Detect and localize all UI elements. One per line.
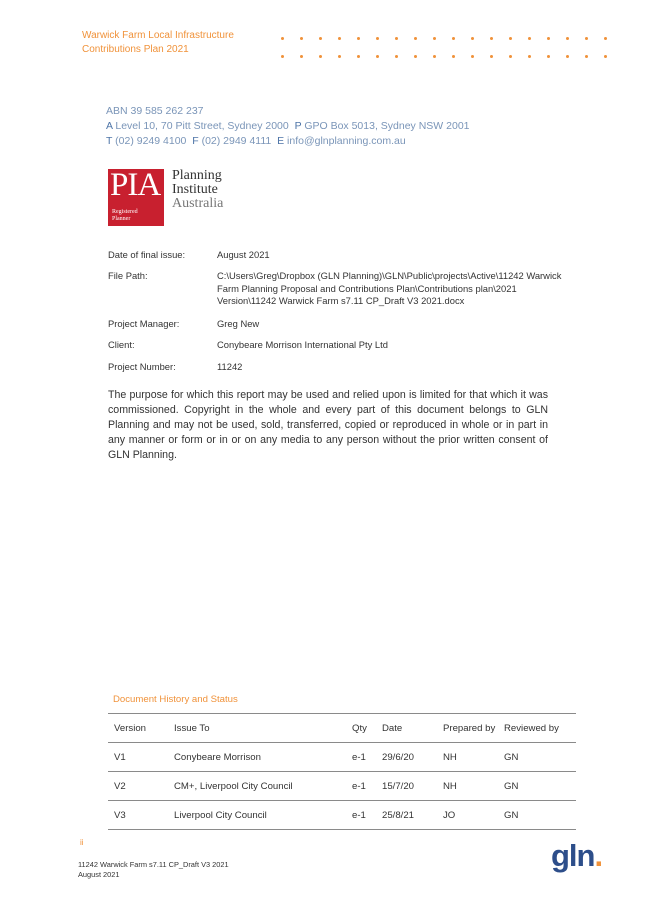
decorative-dot — [357, 55, 360, 58]
decorative-dot — [490, 55, 493, 58]
meta-value: Greg New — [217, 318, 260, 329]
address-text: Level 10, 70 Pitt Street, Sydney 2000 — [115, 120, 289, 132]
document-history-title: Document History and Status — [113, 694, 238, 705]
po-label: P — [294, 120, 302, 132]
decorative-dot — [566, 55, 569, 58]
decorative-dot — [452, 55, 455, 58]
decorative-dot — [471, 55, 474, 58]
decorative-dot — [566, 37, 569, 40]
decorative-dot — [452, 37, 455, 40]
table-cell: e-1 — [346, 772, 376, 801]
contact-block — [106, 104, 470, 149]
table-row — [108, 772, 576, 801]
email-link[interactable]: info@glnplanning.com.au — [287, 135, 406, 147]
table-cell: e-1 — [346, 801, 376, 830]
decorative-dot — [338, 37, 341, 40]
table-cell: V3 — [108, 801, 168, 830]
decorative-dot — [414, 55, 417, 58]
decorative-dot — [433, 37, 436, 40]
meta-label: Project Manager: — [108, 318, 180, 329]
decorative-dot — [528, 55, 531, 58]
phone-text: (02) 9249 4100 — [115, 135, 187, 147]
meta-value: August 2021 — [217, 249, 270, 260]
document-history-table — [108, 713, 576, 830]
table-cell: CM+, Liverpool City Council — [168, 772, 346, 801]
decorative-dot — [376, 37, 379, 40]
table-cell: V2 — [108, 772, 168, 801]
decorative-dot — [300, 37, 303, 40]
decorative-dot — [414, 37, 417, 40]
decorative-dot — [281, 37, 284, 40]
decorative-dot — [319, 37, 322, 40]
decorative-dot — [509, 55, 512, 58]
decorative-dot — [357, 37, 360, 40]
table-cell: GN — [498, 801, 576, 830]
decorative-dot — [585, 37, 588, 40]
pia-logo-letters: PIA — [110, 167, 161, 203]
table-cell: JO — [437, 801, 498, 830]
phone-line — [106, 134, 470, 149]
decorative-dot — [395, 55, 398, 58]
table-cell: 15/7/20 — [376, 772, 437, 801]
address-label: A — [106, 120, 113, 132]
po-text: GPO Box 5013, Sydney NSW 2001 — [304, 120, 470, 132]
table-cell: Liverpool City Council — [168, 801, 346, 830]
decorative-dot — [509, 37, 512, 40]
email-label: E — [277, 135, 285, 147]
fax-label: F — [192, 135, 199, 147]
gln-logo-dot: . — [594, 838, 603, 873]
decorative-dot — [300, 55, 303, 58]
address-line — [106, 119, 470, 134]
table-row — [108, 801, 576, 830]
page-footer — [78, 860, 229, 880]
decorative-dot — [585, 55, 588, 58]
footer-date: August 2021 — [78, 870, 120, 879]
decorative-dot — [471, 37, 474, 40]
decorative-dot — [319, 55, 322, 58]
table-cell: e-1 — [346, 743, 376, 772]
meta-value: 11242 — [217, 361, 243, 372]
meta-label: File Path: — [108, 270, 148, 281]
column-header: Reviewed by — [498, 714, 576, 743]
decorative-dot — [338, 55, 341, 58]
decorative-dot — [376, 55, 379, 58]
table-cell: NH — [437, 743, 498, 772]
table-cell: 29/6/20 — [376, 743, 437, 772]
decorative-dot — [547, 37, 550, 40]
table-row — [108, 743, 576, 772]
decorative-dot — [395, 37, 398, 40]
decorative-dot — [547, 55, 550, 58]
decorative-dot — [490, 37, 493, 40]
gln-logo-text: gln — [551, 838, 595, 873]
meta-label: Client: — [108, 339, 135, 350]
decorative-dot — [281, 55, 284, 58]
column-header: Issue To — [168, 714, 346, 743]
decorative-dot — [528, 37, 531, 40]
pia-logo — [108, 169, 258, 227]
column-header: Prepared by — [437, 714, 498, 743]
meta-value: C:\Users\Greg\Dropbox (GLN Planning)\GLN\Public\projects\Active\11242 Warwick Farm Planning Proposal and Contributions Plan\Contributions plan\2021 Version\11242 Warwick Farm s7.11 CP_Draft V3 2021.docx — [217, 270, 562, 306]
column-header: Date — [376, 714, 437, 743]
pia-logo-wordmark: Planning Institute Australia — [172, 168, 224, 211]
copyright-disclaimer: The purpose for which this report may be used and relied upon is limited for that which it was commissioned. Copyright in the whole and every part of this document belongs to GLN Planning and may not be used, sold, transferred, copied or reproduced in whole or in part in any manner or form or in or on any media to any person without the prior written consent of GLN Planning. — [108, 389, 548, 461]
header-title-line2: Contributions Plan 2021 — [82, 44, 189, 55]
page-number: ii — [80, 838, 84, 847]
table-cell: GN — [498, 743, 576, 772]
column-header: Qty — [346, 714, 376, 743]
column-header: Version — [108, 714, 168, 743]
decorative-dot — [604, 37, 607, 40]
fax-text: (02) 2949 4111 — [201, 135, 272, 147]
decorative-dot — [604, 55, 607, 58]
header-title-line1: Warwick Farm Local Infrastructure — [82, 30, 234, 41]
table-cell: 25/8/21 — [376, 801, 437, 830]
phone-label: T — [106, 135, 113, 147]
gln-logo — [551, 838, 602, 874]
table-cell: V1 — [108, 743, 168, 772]
meta-label: Project Number: — [108, 361, 176, 372]
pia-logo-badge — [108, 169, 164, 226]
table-cell: Conybeare Morrison — [168, 743, 346, 772]
table-header-row — [108, 714, 576, 743]
table-cell: GN — [498, 772, 576, 801]
meta-label: Date of final issue: — [108, 249, 186, 260]
document-header-title — [82, 29, 234, 57]
table-cell: NH — [437, 772, 498, 801]
footer-document-name: 11242 Warwick Farm s7.11 CP_Draft V3 2021 — [78, 860, 229, 869]
decorative-dot — [433, 55, 436, 58]
header-dot-pattern — [281, 29, 607, 65]
pia-registered-text: Registered Planner — [112, 209, 138, 222]
abn-text: ABN 39 585 262 237 — [106, 105, 204, 117]
meta-value: Conybeare Morrison International Pty Ltd — [217, 339, 388, 350]
